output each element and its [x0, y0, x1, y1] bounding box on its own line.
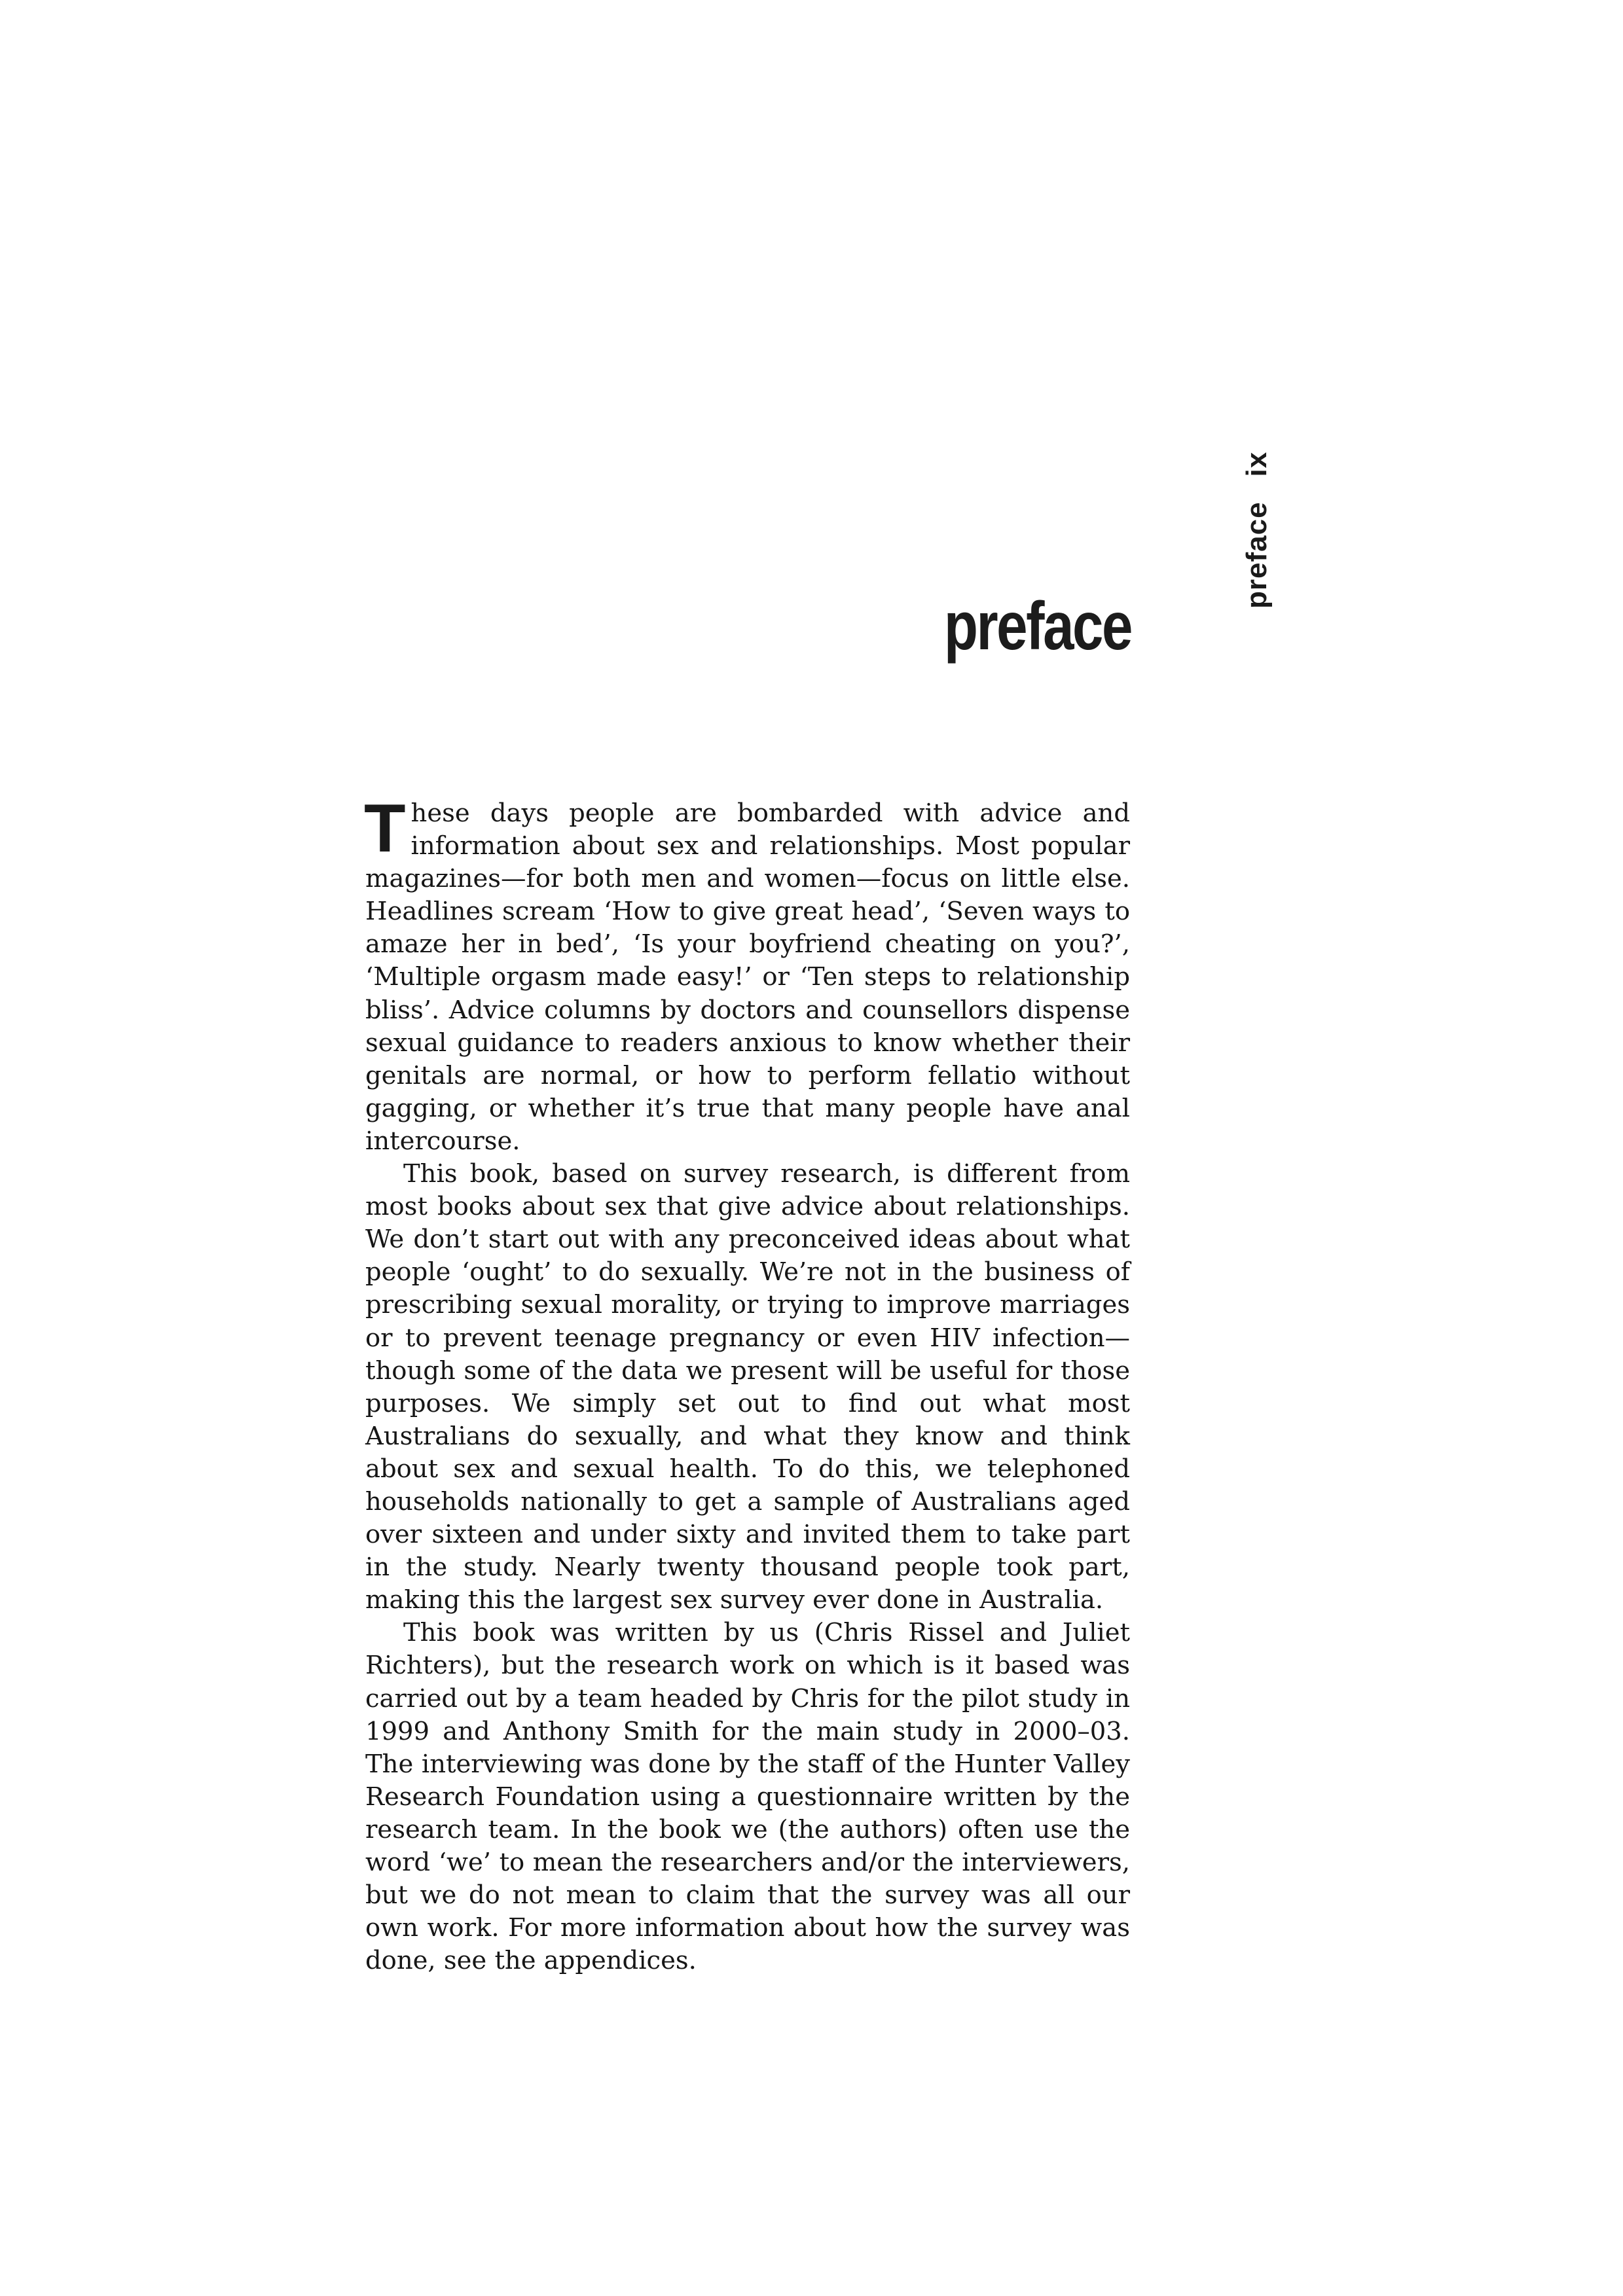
running-head [1228, 439, 1286, 609]
running-head-text [1228, 439, 1286, 609]
paragraph-1-text: hese days people are bombarded with advice and information about sex and relationships. Most popular magazines—for both men and women—focus on little else. Headlines scream ‘How to give great head’, ‘Seven ways to amaze her in bed’, ‘Is your boyfriend cheating on you?’, ‘Multiple orgasm made easy!’ or ‘Ten steps to relationship bliss’. Advice columns by doctors and counsellors dispense sexual guidance to readers anxious to know whether their genitals are normal, or how to perform fellatio without gagging, or whether it’s true that many people have anal intercourse. [365, 798, 1130, 1156]
running-head-label: preface [1241, 501, 1273, 609]
paragraph-3: This book was written by us (Chris Rissel and Juliet Richters), but the research work on which is it based was carried out by a team headed by Chris for the pilot study in 1999 and Anthony Smith for the main study in 2000–03. The interviewing was done by the staff of the Hunter Valley Research Foundation using a questionnaire written by the research team. In the book we (the authors) often use the word ‘we’ to mean the researchers and/or the interviewers, but we do not mean to claim that the survey was all our own work. For more information about how the survey was done, see the appendices. [365, 1618, 1130, 1976]
page-number: ix [1241, 451, 1273, 477]
paragraph-1 [364, 791, 1130, 1158]
paragraph-2: This book, based on survey research, is different from most books about sex that give advice about relationships. We don’t start out with any preconceived ideas about what people ‘ought’ to do sexually. We’re not in the business of prescribing sexual morality, or trying to improve marriages or to prevent teenage pregnancy or even HIV infection—though some of the data we present will be useful for those purposes. We simply set out to find out what most Australians do sexually, and what they know and think about sex and sexual health. To do this, we telephoned households nationally to get a sample of Australians aged over sixteen and under sixty and invited them to take part in the study. Nearly twenty thousand people took part, making this the largest sex survey ever done in Australia. [365, 1159, 1130, 1615]
drop-cap: T [364, 791, 406, 867]
body-text [364, 791, 1130, 1977]
chapter-title: preface [943, 588, 1131, 664]
